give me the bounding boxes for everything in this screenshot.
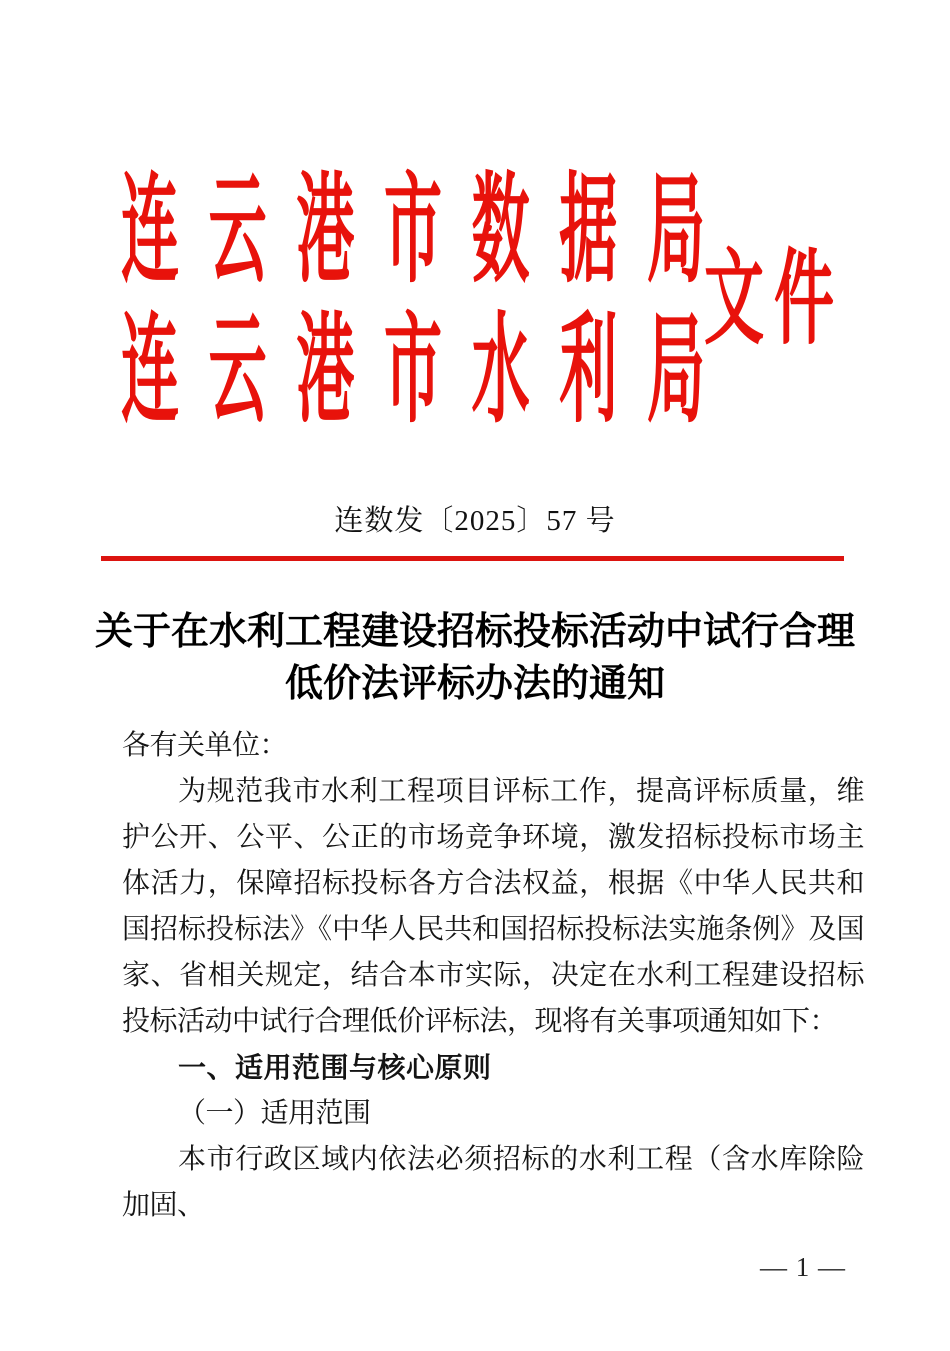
page-number: — 1 — — [760, 1252, 846, 1282]
document-title — [90, 606, 860, 710]
document-body — [122, 723, 864, 1229]
subsection-heading: （一）适用范围 — [178, 1098, 371, 1129]
letterhead-doc-type: 文件 — [704, 242, 834, 357]
subsection-paragraph: 本市行政区域内依法必须招标的水利工程（含水库除险加固、 — [122, 1144, 864, 1221]
letterhead-agency-line-2: 连云港市水利局 — [121, 303, 705, 438]
salutation: 各有关单位： — [122, 730, 288, 761]
intro-paragraph: 为规范我市水利工程项目评标工作，提高评标质量，维护公开、公平、公正的市场竞争环境，激发招标投标市场主体活力，保障招标投标各方合法权益，根据《中华人民共和国招标投标法》《中华人民共和国招标投标法实施条例》及国家、省相关规定，结合本市实际，决定在水利工程建设招标投标活动中试行合理低价评标法，现将有关事项通知如下： — [122, 776, 864, 1037]
letterhead-red-rule — [101, 556, 844, 561]
letterhead-agency-line-1: 连云港市数据局 — [121, 163, 705, 298]
document-title-line-1: 关于在水利工程建设招标投标活动中试行合理 — [94, 611, 855, 653]
document-title-line-2: 低价法评标办法的通知 — [284, 663, 665, 705]
section-heading: 一、适用范围与核心原则 — [178, 1052, 492, 1083]
document-number: 连数发〔2025〕57 号 — [334, 505, 616, 537]
